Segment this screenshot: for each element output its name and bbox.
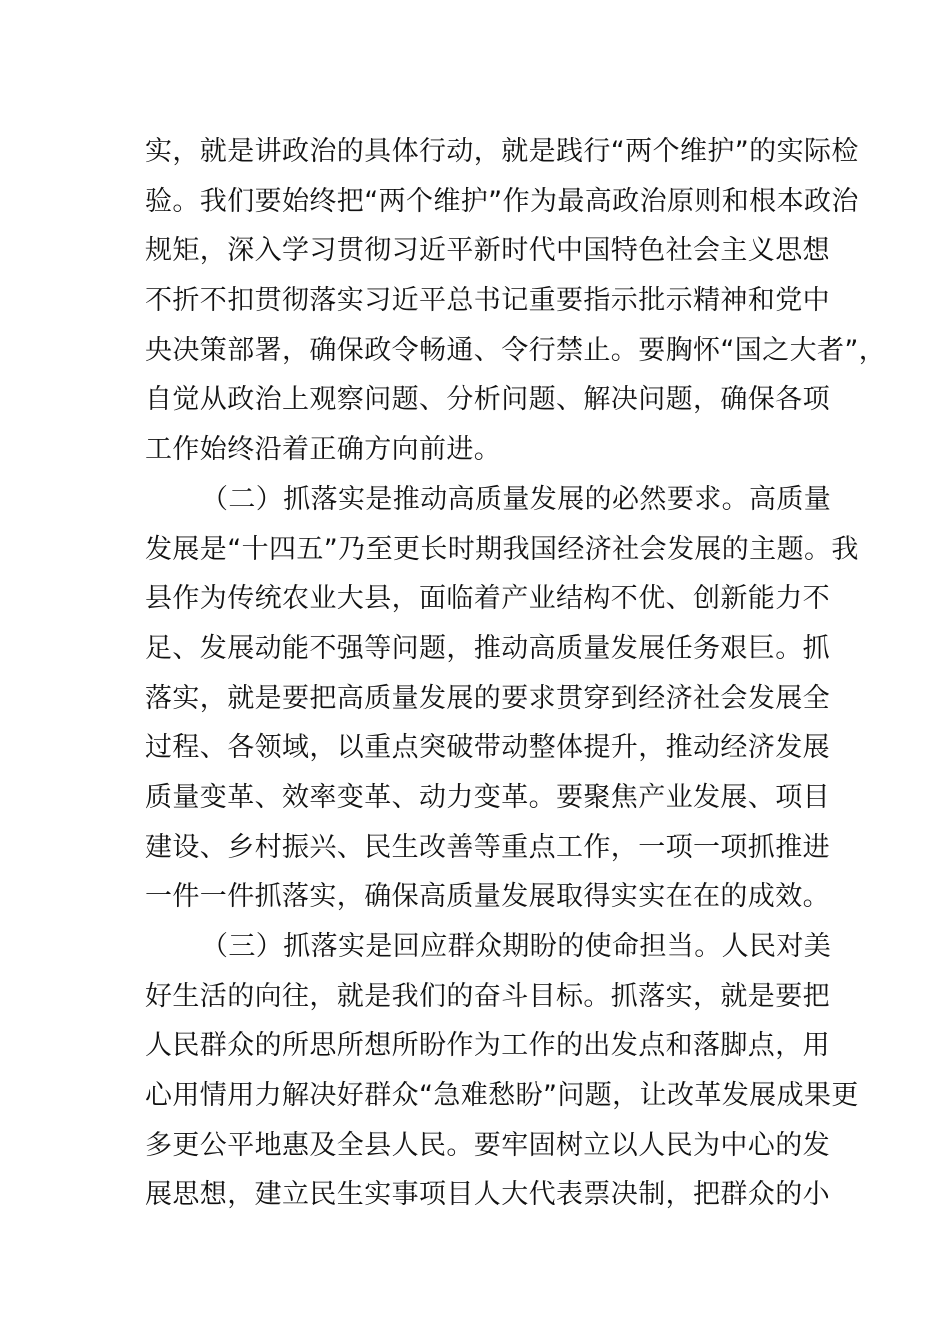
text-line: 建设、乡村振兴、民生改善等重点工作，一项一项抓推进: [145, 831, 830, 863]
text-line: 规矩，深入学习贯彻习近平新时代中国特色社会主义思想: [145, 235, 830, 267]
text-line: 一件一件抓落实，确保高质量发展取得实实在在的成效。: [145, 881, 830, 913]
text-line: 足、发展动能不强等问题，推动高质量发展任务艰巨。抓: [145, 632, 830, 664]
text-line: 人民群众的所思所想所盼作为工作的出发点和落脚点，用: [145, 1030, 830, 1062]
section-heading-line: （三）抓落实是回应群众期盼的使命担当。人民对美: [201, 931, 832, 962]
text-line: 央决策部署，确保政令畅通、令行禁止。要胸怀“国之大者”，: [145, 334, 887, 366]
text-line: 心用情用力解决好群众“急难愁盼”问题，让改革发展成果更: [145, 1080, 859, 1112]
text-line: 过程、各领域，以重点突破带动整体提升，推动经济发展: [145, 732, 830, 764]
text-line: 自觉从政治上观察问题、分析问题、解决问题，确保各项: [145, 384, 830, 416]
text-line: 不折不扣贯彻落实习近平总书记重要指示批示精神和党中: [145, 285, 830, 317]
text-line: 多更公平地惠及全县人民。要牢固树立以人民为中心的发: [145, 1129, 830, 1161]
text-line: 县作为传统农业大县，面临着产业结构不优、创新能力不: [145, 583, 830, 615]
text-line: 实，就是讲政治的具体行动，就是践行“两个维护”的实际检: [145, 136, 859, 167]
text-line: 验。我们要始终把“两个维护”作为最高政治原则和根本政治: [145, 185, 859, 217]
text-line: 落实，就是要把高质量发展的要求贯穿到经济社会发展全: [145, 682, 830, 714]
body-text: [145, 127, 887, 1220]
text-line: 好生活的向往，就是我们的奋斗目标。抓落实，就是要把: [145, 980, 830, 1012]
text-line: 展思想，建立民生实事项目人大代表票决制，把群众的小: [145, 1179, 830, 1211]
text-line: 工作始终沿着正确方向前进。: [145, 434, 502, 466]
text-line: 质量变革、效率变革、动力变革。要聚焦产业发展、项目: [145, 781, 830, 813]
text-line: 发展是“十四五”乃至更长时期我国经济社会发展的主题。我: [145, 533, 859, 565]
section-heading-line: （二）抓落实是推动高质量发展的必然要求。高质量: [201, 483, 832, 515]
